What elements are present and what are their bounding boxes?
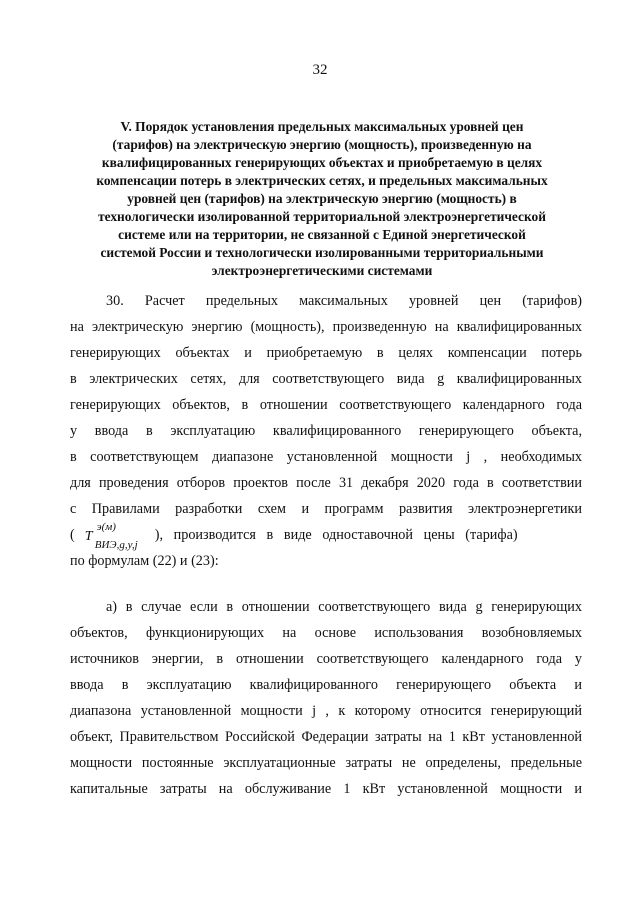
text-line: генерирующих объектов, в отношении соответствующего календарного года	[70, 397, 582, 413]
heading-line: (тарифов) на электрическую энергию (мощность), произведенную на	[112, 137, 532, 152]
formula-symbol: T	[84, 529, 93, 544]
text-line: объектов, функционирующих на основе использования возобновляемых	[70, 625, 582, 641]
heading-line: электроэнергетическими системами	[211, 263, 433, 278]
section-heading	[72, 118, 572, 280]
heading-line: квалифицированных генерирующих объектах и приобретаемую в целях	[101, 155, 543, 170]
text-line: в соответствующем диапазоне установленной мощности j , необходимых	[70, 449, 582, 465]
text-line: 30. Расчет предельных максимальных уровней цен (тарифов)	[106, 293, 582, 309]
heading-line: компенсации потерь в электрических сетях, и предельных максимальных	[96, 173, 548, 188]
text-line: с Правилами разработки схем и программ развития электроэнергетики	[70, 501, 582, 517]
text-line: для проведения отборов проектов после 31 декабря 2020 года в соответствии	[70, 475, 582, 491]
text-line: объект, Правительством Российской Федерации затраты на 1 кВт установленной	[70, 729, 582, 745]
formula-open: (	[70, 527, 75, 543]
text-line: источников энергии, в отношении соответствующего календарного года y	[70, 651, 582, 667]
text-line: генерирующих объектах и приобретаемую в целях компенсации потерь	[70, 345, 582, 361]
text-line: капитальные затраты на обслуживание 1 кВт установленной мощности и	[70, 781, 582, 797]
text-line: в электрических сетях, для соответствующего вида g квалифицированных	[70, 371, 582, 387]
tariff-formula	[75, 521, 155, 551]
formula-subscript: ВИЭ,g,y,j	[94, 539, 138, 551]
formula-line	[70, 521, 582, 551]
page-number: 32	[312, 62, 328, 78]
text-line: по формулам (22) и (23):	[70, 553, 219, 569]
heading-line: системе или на территории, не связанной с Единой энергетической	[118, 227, 526, 242]
formula-rest: ), производится в виде одноставочной цены (тарифа)	[154, 527, 518, 543]
heading-line: V. Порядок установления предельных максимальных уровней цен	[120, 119, 524, 134]
heading-line: системой России и технологически изолированными территориальными	[100, 245, 544, 260]
formula-superscript: э(м)	[96, 521, 116, 533]
paragraph-a	[70, 594, 582, 802]
heading-line: технологически изолированной территориальной электроэнергетической	[98, 209, 546, 224]
text-line: диапазона установленной мощности j , к которому относится генерирующий	[70, 703, 582, 719]
paragraph-30	[70, 288, 582, 574]
heading-line: уровней цен (тарифов) на электрическую энергию (мощность) в	[127, 191, 517, 206]
text-line: ввода в эксплуатацию квалифицированного генерирующего объекта и	[70, 677, 582, 693]
text-line: на электрическую энергию (мощность), произведенную на квалифицированных	[70, 319, 582, 335]
text-line: а) в случае если в отношении соответствующего вида g генерирующих	[106, 599, 582, 615]
text-line: y ввода в эксплуатацию квалифицированного генерирующего объекта,	[70, 423, 582, 439]
text-line: мощности постоянные эксплуатационные затраты не определены, предельные	[70, 755, 582, 771]
